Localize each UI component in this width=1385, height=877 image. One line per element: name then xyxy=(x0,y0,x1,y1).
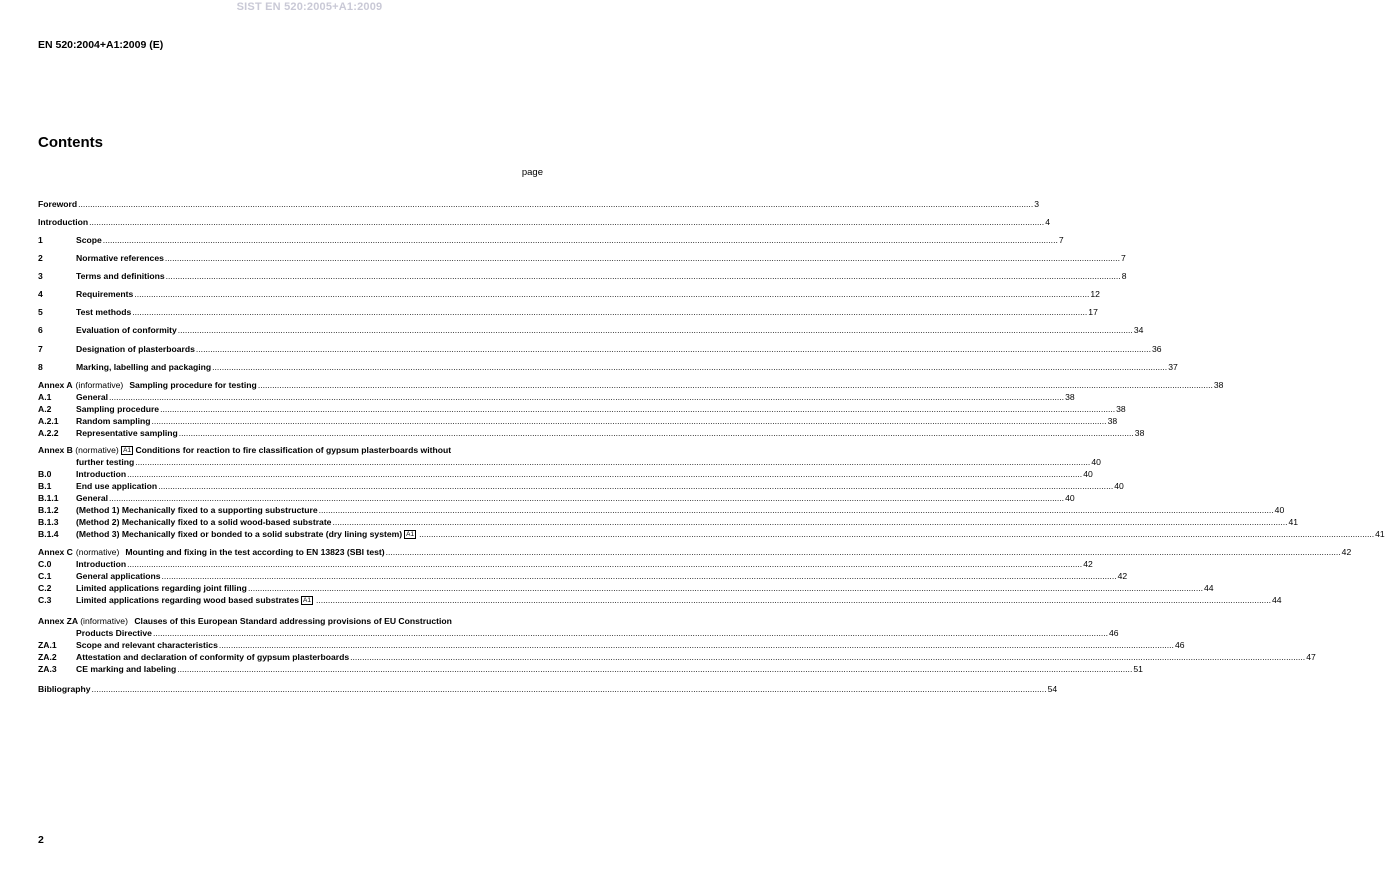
toc-number: 7 xyxy=(38,344,43,354)
toc-entry-a22[interactable] xyxy=(38,426,1145,438)
leader-dots: ................................................................................................................................................................................................................................................................................................................................................................................................................ xyxy=(109,493,1065,503)
toc-entry-b14[interactable] xyxy=(38,527,1385,539)
toc-page: 41 xyxy=(1288,517,1299,527)
toc-page: 42 xyxy=(1117,571,1128,581)
leader-dots: ................................................................................................................................................................................................................................................................................................................................................................................................................ xyxy=(212,362,1168,372)
toc-entry-za2[interactable] xyxy=(38,650,1316,662)
toc-number: A.1 xyxy=(38,392,52,402)
leader-dots: ................................................................................................................................................................................................................................................................................................................................................................................................................ xyxy=(195,344,1151,354)
toc-entry-c3[interactable] xyxy=(38,593,1282,605)
toc-page: 38 xyxy=(1213,380,1224,390)
toc-page: 40 xyxy=(1091,457,1101,467)
toc-label: Evaluation of conformity xyxy=(76,325,177,335)
toc-page: 17 xyxy=(1088,307,1098,317)
toc-page: 38 xyxy=(1107,416,1118,426)
toc-entry-b11[interactable] xyxy=(38,491,1075,503)
leader-dots: ................................................................................................................................................................................................................................................................................................................................................................................................................ xyxy=(165,271,1121,281)
toc-number: ZA.3 xyxy=(38,664,57,674)
toc-page: 44 xyxy=(1272,595,1282,605)
toc-label: Scope and relevant characteristics xyxy=(76,640,218,650)
toc-entry-annex-b-heading[interactable] xyxy=(38,445,545,455)
toc-entry-annex-za-heading[interactable] xyxy=(38,616,545,626)
toc-entry-section-1[interactable] xyxy=(38,233,1064,245)
leader-dots: ................................................................................................................................................................................................................................................................................................................................................................................................................ xyxy=(315,595,1272,605)
toc-page: 40 xyxy=(1274,505,1285,515)
toc-label: Test methods xyxy=(76,307,132,317)
toc-number: Annex B xyxy=(38,445,73,455)
toc-page: 54 xyxy=(1047,684,1058,694)
toc-label: Requirements xyxy=(76,289,134,299)
toc-label: CE marking and labeling xyxy=(76,664,177,674)
toc-label: Introduction xyxy=(76,559,127,569)
toc-number: B.1 xyxy=(38,481,52,491)
toc-label: (Method 1) Mechanically fixed to a supporting substructure xyxy=(76,505,318,515)
toc-entry-a2[interactable] xyxy=(38,402,1126,414)
leader-dots: ................................................................................................................................................................................................................................................................................................................................................................................................................ xyxy=(109,392,1065,402)
toc-label: Bibliography xyxy=(38,684,91,694)
toc-page: 3 xyxy=(1034,199,1039,209)
toc-entry-section-3[interactable] xyxy=(38,269,1127,281)
toc-note: (informative) xyxy=(80,616,128,626)
toc-entry-section-5[interactable] xyxy=(38,305,1098,317)
leader-dots: ................................................................................................................................................................................................................................................................................................................................................................................................................ xyxy=(161,571,1117,581)
leader-dots: ................................................................................................................................................................................................................................................................................................................................................................................................................ xyxy=(89,217,1045,227)
toc-number: B.1.1 xyxy=(38,493,59,503)
toc-label: Introduction xyxy=(76,469,127,479)
toc-label: End use application xyxy=(76,481,158,491)
leader-dots: ................................................................................................................................................................................................................................................................................................................................................................................................................ xyxy=(134,289,1090,299)
toc-page: 36 xyxy=(1151,344,1162,354)
toc-label: Representative sampling xyxy=(76,428,178,438)
toc-entry-section-4[interactable] xyxy=(38,287,1100,299)
page-title: Contents xyxy=(38,134,103,151)
toc-entry-c1[interactable] xyxy=(38,569,1128,581)
amendment-end-marker: A1 xyxy=(303,597,311,604)
toc-page: 38 xyxy=(1134,428,1145,438)
toc-number: 3 xyxy=(38,271,43,281)
toc-label: Mounting and fixing in the test according to EN 13823 (SBI test) xyxy=(125,547,385,557)
toc-page: 40 xyxy=(1083,469,1093,479)
toc-entry-annex-a[interactable] xyxy=(38,378,1224,390)
leader-dots: ................................................................................................................................................................................................................................................................................................................................................................................................................ xyxy=(160,404,1116,414)
toc-page: 42 xyxy=(1341,547,1352,557)
toc-number: C.0 xyxy=(38,559,52,569)
toc-label: Scope xyxy=(76,235,102,245)
toc-number: A.2.1 xyxy=(38,416,59,426)
leader-dots: ................................................................................................................................................................................................................................................................................................................................................................................................................ xyxy=(247,583,1203,593)
leader-dots: ................................................................................................................................................................................................................................................................................................................................................................................................................ xyxy=(151,416,1107,426)
toc-page: 8 xyxy=(1121,271,1127,281)
toc-number: B.0 xyxy=(38,469,52,479)
toc-page: 47 xyxy=(1306,652,1316,662)
toc-entry-c0[interactable] xyxy=(38,557,1093,569)
amendment-end-marker: A1 xyxy=(406,531,415,538)
toc-page: 7 xyxy=(1058,235,1064,245)
toc-page: 46 xyxy=(1109,628,1119,638)
toc-number: ZA.2 xyxy=(38,652,57,662)
toc-page: 44 xyxy=(1204,583,1214,593)
document-id: EN 520:2004+A1:2009 (E) xyxy=(38,39,164,51)
leader-dots: ................................................................................................................................................................................................................................................................................................................................................................................................................ xyxy=(78,199,1034,209)
toc-page: 40 xyxy=(1114,481,1124,491)
toc-number: 2 xyxy=(38,253,43,263)
toc-number: C.1 xyxy=(38,571,52,581)
toc-number: B.1.3 xyxy=(38,517,59,527)
leader-dots: ................................................................................................................................................................................................................................................................................................................................................................................................................ xyxy=(127,469,1083,479)
toc-number: Annex C xyxy=(38,547,73,557)
toc-entry-b12[interactable] xyxy=(38,503,1285,515)
leader-dots: ................................................................................................................................................................................................................................................................................................................................................................................................................ xyxy=(385,547,1341,557)
toc-label: Designation of plasterboards xyxy=(76,344,195,354)
toc-page: 40 xyxy=(1065,493,1075,503)
toc-page: 12 xyxy=(1090,289,1100,299)
toc-label: further testing xyxy=(76,457,135,467)
toc-label: Introduction xyxy=(38,217,89,227)
leader-dots: ................................................................................................................................................................................................................................................................................................................................................................................................................ xyxy=(102,235,1058,245)
toc-entry-b1[interactable] xyxy=(38,479,1124,491)
toc-entry-section-7[interactable] xyxy=(38,342,1162,354)
toc-number: 5 xyxy=(38,307,43,317)
page-number: 2 xyxy=(38,834,44,846)
toc-number: A.2.2 xyxy=(38,428,59,438)
toc-number: 8 xyxy=(38,362,43,372)
toc-entry-b0[interactable] xyxy=(38,467,1093,479)
toc-number: B.1.2 xyxy=(38,505,59,515)
leader-dots: ................................................................................................................................................................................................................................................................................................................................................................................................................ xyxy=(91,684,1047,694)
leader-dots: ................................................................................................................................................................................................................................................................................................................................................................................................................ xyxy=(135,457,1091,467)
toc-label: Limited applications regarding joint filling xyxy=(76,583,247,593)
toc-label: General xyxy=(76,392,109,402)
toc-number: Annex A xyxy=(38,380,73,390)
toc-entry-za3[interactable] xyxy=(38,662,1143,674)
toc-entry-section-6[interactable] xyxy=(38,323,1144,335)
toc-page: 41 xyxy=(1375,529,1385,539)
leader-dots: ................................................................................................................................................................................................................................................................................................................................................................................................................ xyxy=(419,529,1375,539)
toc-entry-introduction[interactable] xyxy=(38,215,1050,227)
toc-entry-annex-za[interactable] xyxy=(38,626,1119,638)
toc-entry-foreword[interactable] xyxy=(38,197,1039,209)
toc-label: General xyxy=(76,493,109,503)
toc-page: 42 xyxy=(1083,559,1093,569)
toc-entry-a21[interactable] xyxy=(38,414,1118,426)
leader-dots: ................................................................................................................................................................................................................................................................................................................................................................................................................ xyxy=(218,640,1174,650)
leader-dots: ................................................................................................................................................................................................................................................................................................................................................................................................................ xyxy=(152,628,1109,638)
toc-note: (informative) xyxy=(75,380,124,390)
toc-number: ZA.1 xyxy=(38,640,57,650)
toc-number: C.2 xyxy=(38,583,52,593)
toc-label: Foreword xyxy=(38,199,78,209)
toc-entry-bibliography[interactable] xyxy=(38,682,1058,694)
toc-page: 38 xyxy=(1065,392,1075,402)
toc-label: (Method 3) Mechanically fixed or bonded to a solid substrate (dry lining system) xyxy=(76,529,403,539)
toc-entry-c2[interactable] xyxy=(38,581,1214,593)
leader-dots: ................................................................................................................................................................................................................................................................................................................................................................................................................ xyxy=(332,517,1288,527)
toc-entry-a1[interactable] xyxy=(38,390,1075,402)
page-column-label: page xyxy=(521,167,543,178)
toc-number: 1 xyxy=(38,235,43,245)
toc-label: Conditions for reaction to fire classification of gypsum plasterboards without xyxy=(135,445,452,455)
toc-label: Sampling procedure for testing xyxy=(129,380,257,390)
leader-dots: ................................................................................................................................................................................................................................................................................................................................................................................................................ xyxy=(177,664,1133,674)
toc-entry-annex-c[interactable] xyxy=(38,545,1352,557)
toc-page: 37 xyxy=(1168,362,1178,372)
leader-dots: ................................................................................................................................................................................................................................................................................................................................................................................................................ xyxy=(127,559,1083,569)
toc-number: 4 xyxy=(38,289,43,299)
toc-label: Products Directive xyxy=(76,628,152,638)
toc-note: (normative) xyxy=(75,445,119,455)
amendment-start-marker: A1 xyxy=(123,447,132,454)
toc-label: Terms and definitions xyxy=(76,271,165,281)
leader-dots: ................................................................................................................................................................................................................................................................................................................................................................................................................ xyxy=(132,307,1088,317)
leader-dots: ................................................................................................................................................................................................................................................................................................................................................................................................................ xyxy=(164,253,1120,263)
toc-entry-section-2[interactable] xyxy=(38,251,1126,263)
toc-label: Normative references xyxy=(76,253,164,263)
toc-entry-annex-b[interactable] xyxy=(38,455,1101,467)
toc-label: (Method 2) Mechanically fixed to a solid wood-based substrate xyxy=(76,517,332,527)
toc-label: General applications xyxy=(76,571,161,581)
toc-label: Attestation and declaration of conformity of gypsum plasterboards xyxy=(76,652,350,662)
leader-dots: ................................................................................................................................................................................................................................................................................................................................................................................................................ xyxy=(178,428,1134,438)
leader-dots: ................................................................................................................................................................................................................................................................................................................................................................................................................ xyxy=(257,380,1213,390)
toc-label: Limited applications regarding wood based substrates xyxy=(76,595,300,605)
leader-dots: ................................................................................................................................................................................................................................................................................................................................................................................................................ xyxy=(318,505,1274,515)
toc-page: 7 xyxy=(1120,253,1126,263)
toc-number: B.1.4 xyxy=(38,529,59,539)
toc-page: 51 xyxy=(1133,664,1143,674)
toc-note: (normative) xyxy=(75,547,120,557)
toc-page: 46 xyxy=(1174,640,1185,650)
leader-dots: ................................................................................................................................................................................................................................................................................................................................................................................................................ xyxy=(158,481,1114,491)
toc-number: C.3 xyxy=(38,595,52,605)
leader-dots: ................................................................................................................................................................................................................................................................................................................................................................................................................ xyxy=(177,325,1133,335)
toc-entry-za1[interactable] xyxy=(38,638,1185,650)
watermark: SIST EN 520:2005+A1:2009 xyxy=(236,1,383,13)
toc-number: Annex ZA xyxy=(38,616,78,626)
toc-label: Sampling procedure xyxy=(76,404,160,414)
toc-page: 34 xyxy=(1133,325,1144,335)
toc-number: 6 xyxy=(38,325,43,335)
toc-entry-section-8[interactable] xyxy=(38,360,1178,372)
toc-label: Clauses of this European Standard addressing provisions of EU Construction xyxy=(134,616,452,626)
leader-dots: ................................................................................................................................................................................................................................................................................................................................................................................................................ xyxy=(350,652,1306,662)
toc-page: 38 xyxy=(1116,404,1126,414)
toc-number: A.2 xyxy=(38,404,52,414)
toc-label: Marking, labelling and packaging xyxy=(76,362,212,372)
toc-label: Random sampling xyxy=(76,416,151,426)
toc-page: 4 xyxy=(1045,217,1050,227)
toc-entry-b13[interactable] xyxy=(38,515,1299,527)
